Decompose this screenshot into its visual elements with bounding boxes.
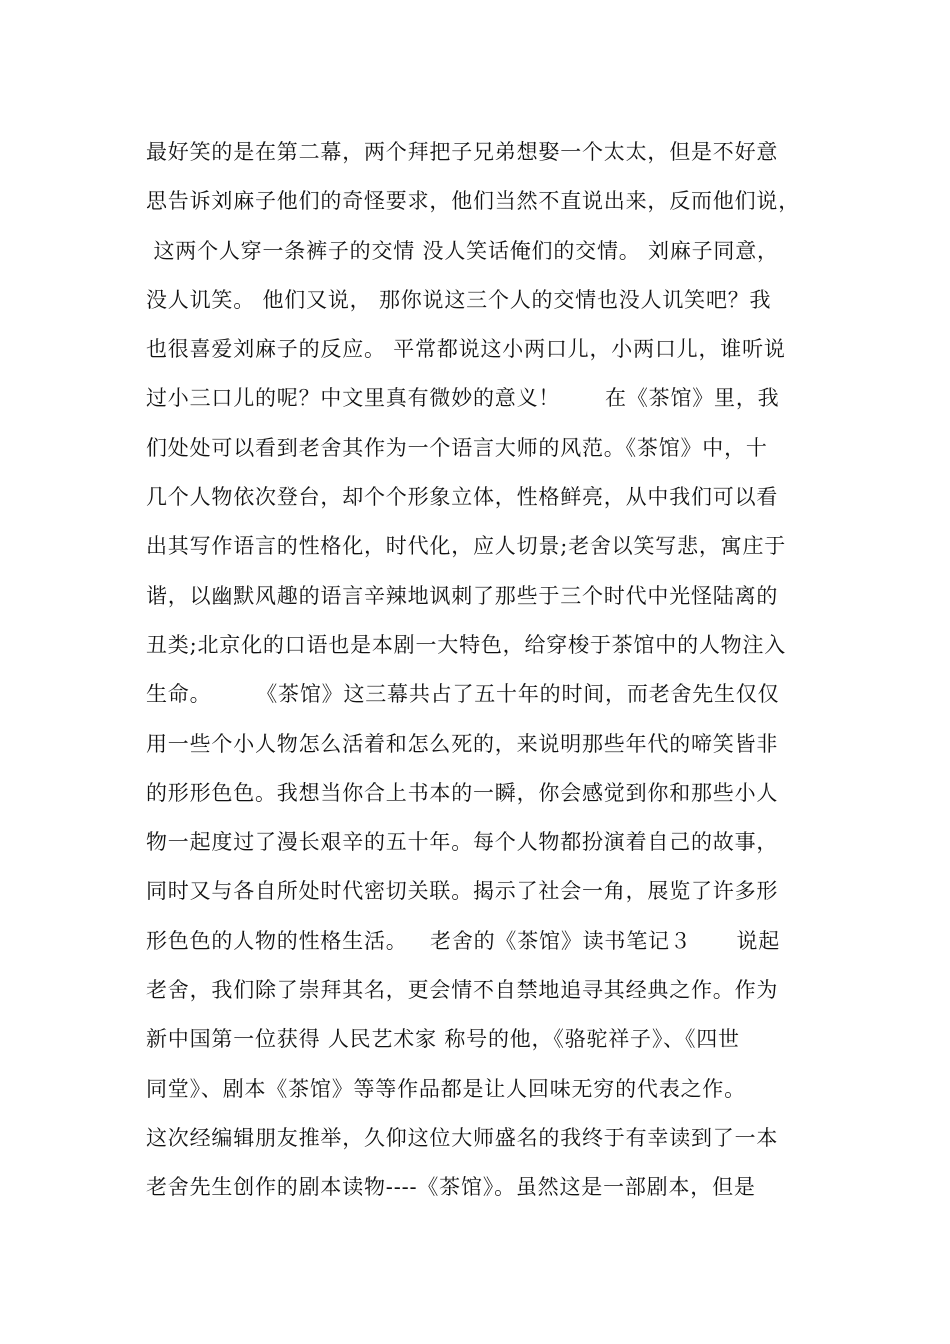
text-line-4: 没人讥笑。 他们又说， 那你说这三个人的交情也没人讥笑吧？我 [146,287,772,312]
text-line-5: 也很喜爱刘麻子的反应。 平常都说这小两口儿，小两口儿，谁听说 [146,337,786,362]
text-line-12: 生命。 《茶馆》这三幕共占了五十年的时间，而老舍先生仅仅 [146,682,780,707]
text-line-9: 出其写作语言的性格化，时代化，应人切景;老舍以笑写悲，寓庄于 [146,534,787,559]
text-line-6: 过小三口儿的呢？中文里真有微妙的意义！ 在《茶馆》里，我 [146,386,780,411]
text-line-15: 物一起度过了漫长艰辛的五十年。每个人物都扮演着自己的故事， [146,830,779,855]
text-line-3: 这两个人穿一条裤子的交情 没人笑话俺们的交情。 刘麻子同意， [146,238,779,263]
text-line-17: 形色色的人物的性格生活。 老舍的《茶馆》读书笔记３ 说起 [146,928,781,953]
text-line-22: 老舍先生创作的剧本读物----《茶馆》。虽然这是一部剧本，但是 [146,1175,756,1200]
text-line-14: 的形形色色。我想当你合上书本的一瞬，你会感觉到你和那些小人 [146,780,779,805]
text-line-18: 老舍，我们除了崇拜其名，更会情不自禁地追寻其经典之作。作为 [146,978,779,1003]
text-line-20: 同堂》、剧本《茶馆》等等作品都是让人回味无穷的代表之作。 [146,1076,746,1101]
text-line-10: 谐，以幽默风趣的语言辛辣地讽刺了那些于三个时代中光怪陆离的 [146,583,779,608]
text-line-13: 用一些个小人物怎么活着和怎么死的，来说明那些年代的啼笑皆非 [146,731,779,756]
text-line-19: 新中国第一位获得 人民艺术家 称号的他，《骆驼祥子》、《四世 [146,1027,740,1052]
text-line-1: 最好笑的是在第二幕，两个拜把子兄弟想娶一个太太，但是不好意 [146,140,779,164]
text-line-2: 思告诉刘麻子他们的奇怪要求，他们当然不直说出来，反而他们说， [146,189,800,214]
text-line-7: 们处处可以看到老舍其作为一个语言大师的风范。《茶馆》中，十 [146,435,768,460]
text-line-8: 几个人物依次登台，却个个形象立体，性格鲜亮，从中我们可以看 [146,485,779,510]
text-line-11: 丑类;北京化的口语也是本剧一大特色，给穿梭于茶馆中的人物注入 [146,632,787,657]
body-text [146,132,818,1217]
text-line-21: 这次经编辑朋友推举，久仰这位大师盛名的我终于有幸读到了一本 [146,1125,779,1150]
text-line-16: 同时又与各自所处时代密切关联。揭示了社会一角，展览了许多形 [146,879,779,904]
